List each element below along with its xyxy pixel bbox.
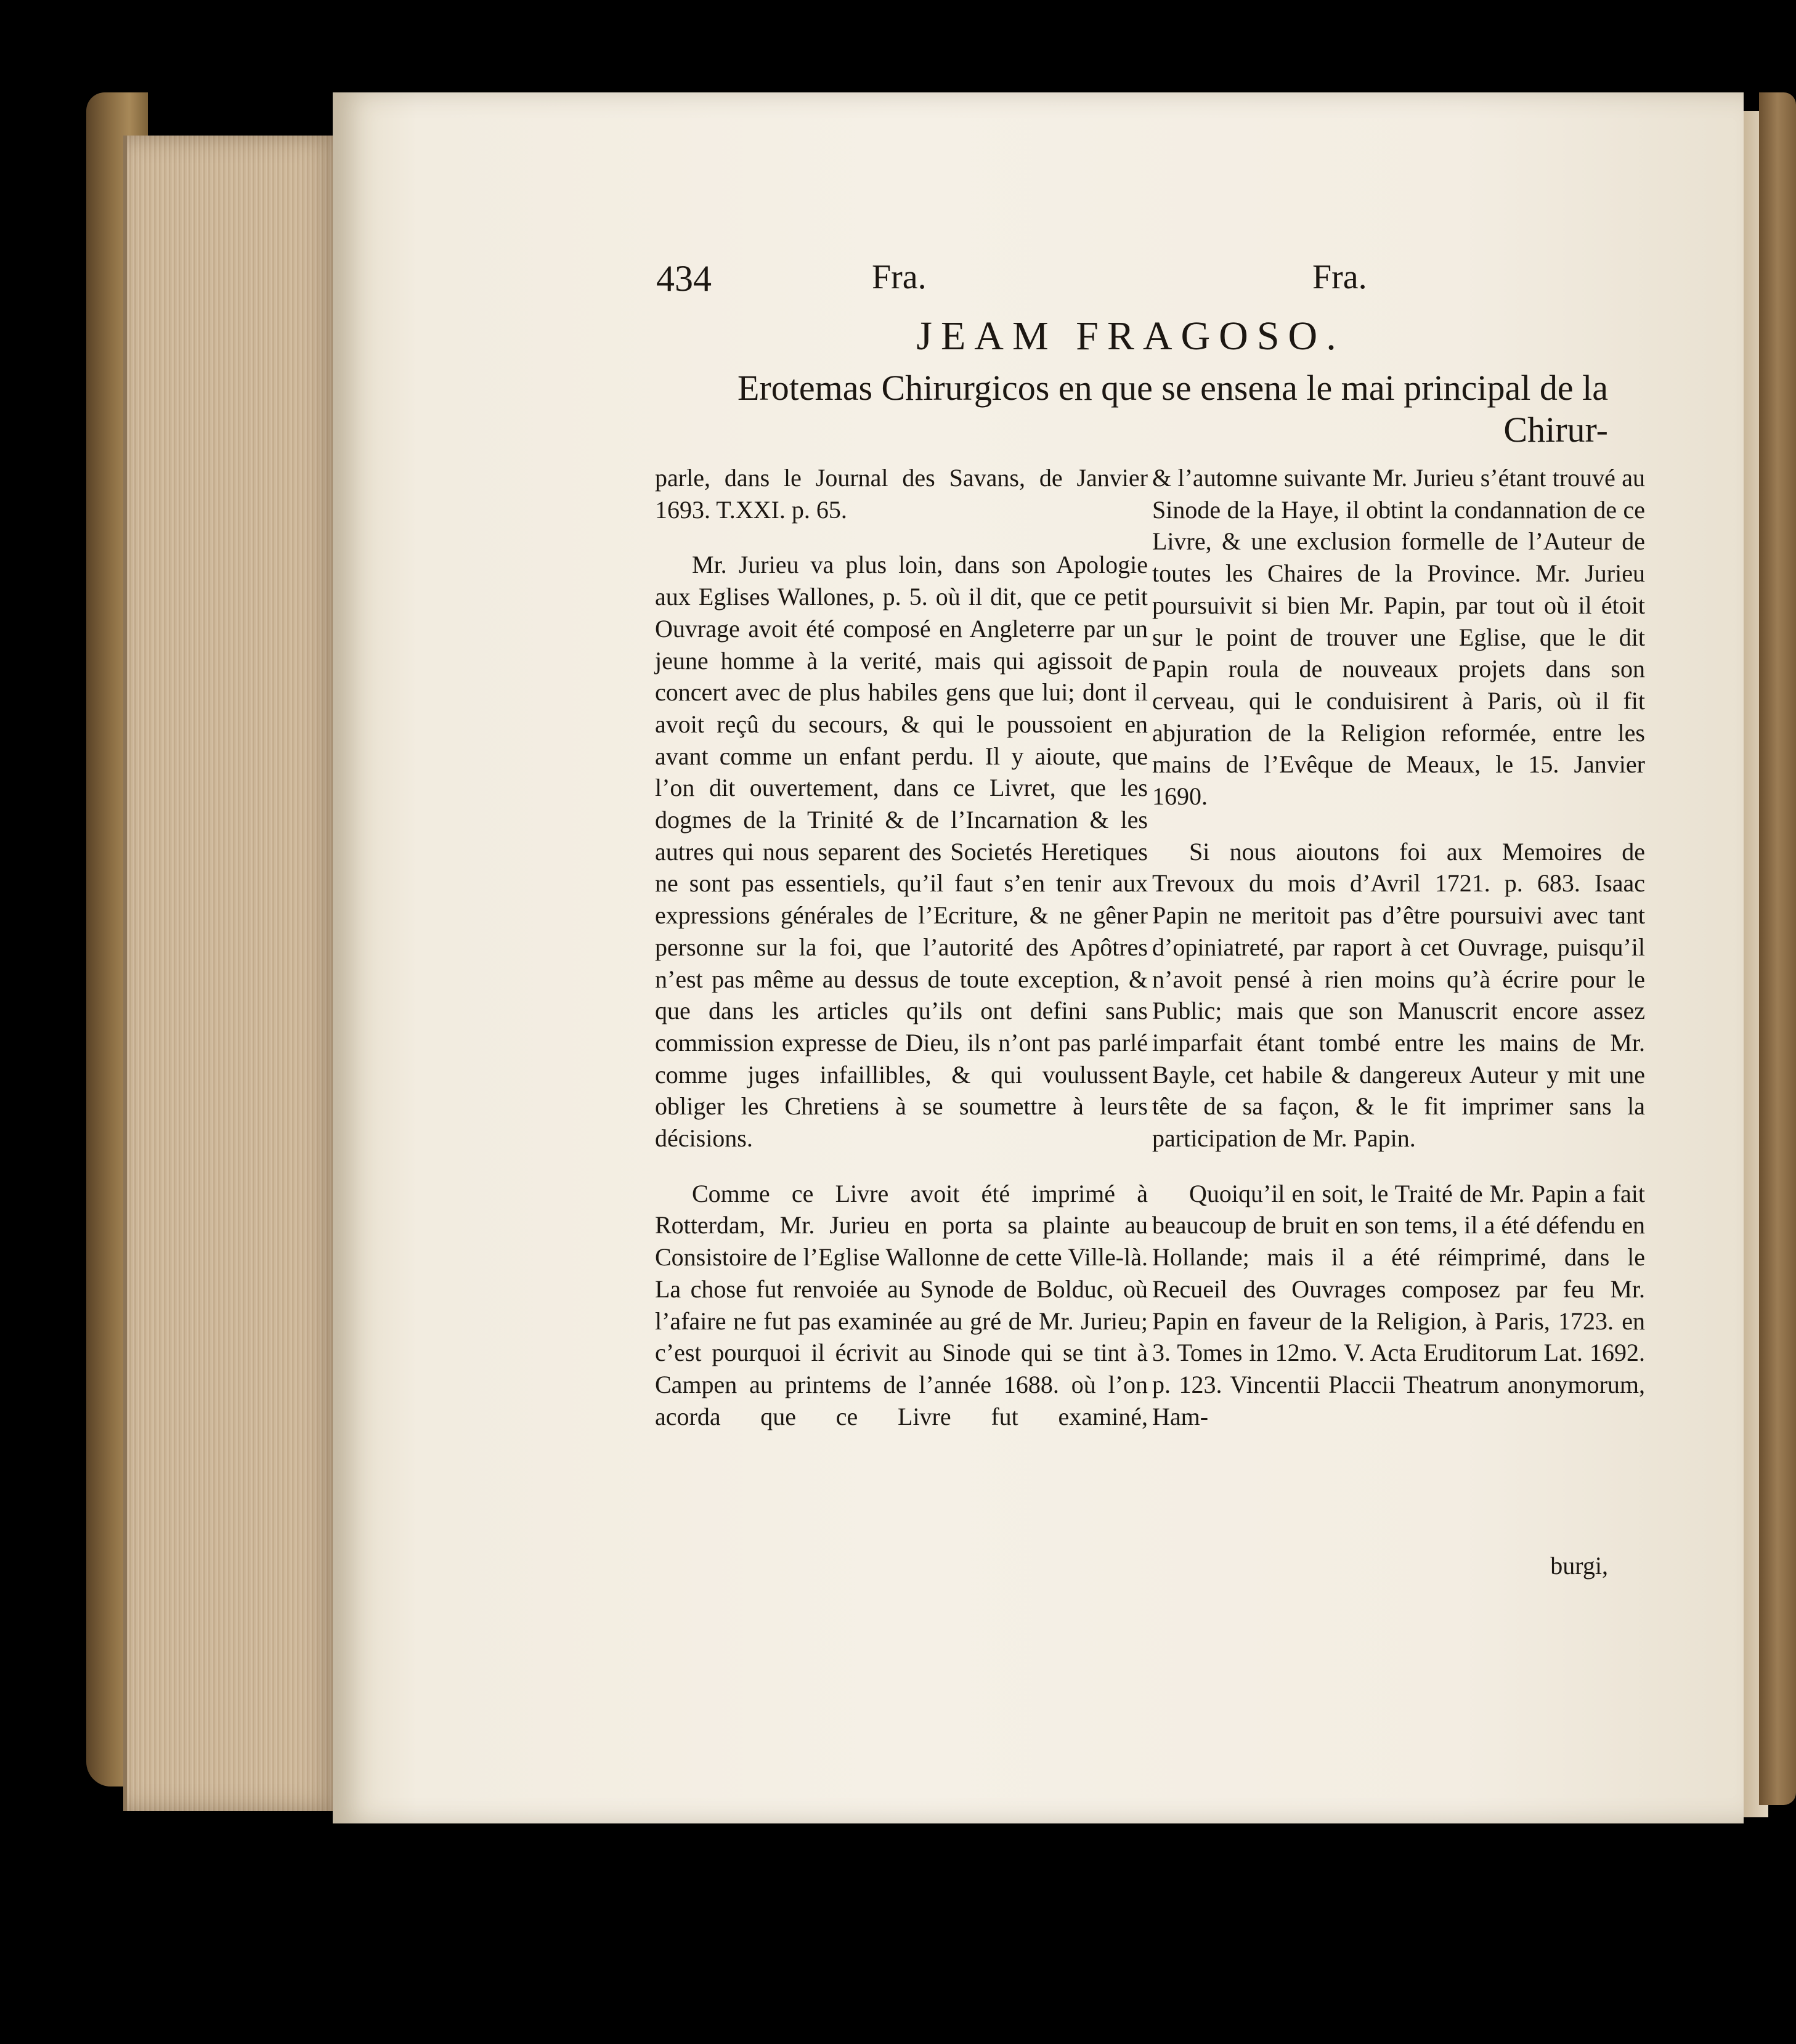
left-column [655, 462, 1148, 1456]
running-head-left: Fra. [872, 258, 927, 296]
right-column [1152, 462, 1645, 1456]
left-paragraph-1: parle, dans le Journal des Savans, de Janvier 1693. T.XXI. p. 65. [655, 464, 1148, 524]
catchword: burgi, [1550, 1552, 1608, 1580]
left-paragraph-3: Comme ce Livre avoit été imprimé à Rotterdam, Mr. Jurieu en porta sa plainte au Consistoire de l’Eglise Wallonne de cette Ville-là. La chose fut renvoiée au Synode de Bolduc, où l’afaire ne fut pas examinée au gré de Mr. Jurieu; c’est pourquoi il écrivit au Sinode qui se tint à Campen au printems de l’année 1688. où l’on acorda que ce Livre fut examiné, [655, 1179, 1148, 1430]
page-number: 434 [656, 258, 712, 299]
running-head-right: Fra. [1312, 258, 1367, 296]
right-paragraph-2: Si nous aioutons foi aux Memoires de Trevoux du mois d’Avril 1721. p. 683. Isaac Papin ne meritoit pas d’être poursuivi avec tant d’opiniatreté, par raport à cet Ouvrage, puisqu’il n’avoit pensé à rien moins qu’à écrire pour le Public; mais que son Manuscrit encore assez imparfait étant tombé entre les mains de Mr. Bayle, cet habile & dangereux Auteur y mit une tête de sa façon, & le fit imprimer sans la participation de Mr. Papin. [1152, 837, 1645, 1153]
entry-title-line-2: Chirur- [1503, 410, 1608, 450]
entry-title [678, 367, 1608, 451]
book-cover-right [1759, 92, 1796, 1805]
right-paragraph-3: Quoiqu’il en soit, le Traité de Mr. Papin a fait beaucoup de bruit en son tems, il a été défendu en Hollande; mais il a été réimprimé, dans le Recueil des Ouvrages composez par feu Mr. Papin en faveur de la Religion, à Paris, 1723. en 3. Tomes in 12mo. V. Acta Eruditorum Lat. 1692. p. 123. Vincentii Placcii Theatrum anonymorum, Ham- [1152, 1179, 1645, 1430]
left-paragraph-2: Mr. Jurieu va plus loin, dans son Apologie aux Eglises Wallones, p. 5. où il dit, que ce petit Ouvrage avoit été composé en Angleterre par un jeune homme à la verité, mais qui agissoit de concert avec de plus habiles gens que lui; dont il avoit reçû du secours, & qui le poussoient en avant comme un enfant perdu. Il y aioute, que l’on dit ouvertement, dans ce Livret, que les dogmes de la Trinité & de l’Incarnation & les autres qui nous separent des Societés Heretiques ne sont pas essentiels, qu’il faut s’en tenir aux expressions générales de l’Ecriture, & ne gêner personne sur la foi, que l’autorité des Apôtres n’est pas même au dessus de toute exception, & que dans les articles qu’ils ont defini sans commission expresse de Dieu, ils n’ont pas parlé comme juges infaillibles, & qui voulussent obliger les Chretiens à se soumettre à leurs décisions. [655, 551, 1148, 1153]
page-edges [123, 136, 339, 1811]
entry-title-line-1: Erotemas Chirurgicos en que se ensena le mai principal de la [737, 368, 1608, 408]
entry-author: JEAM FRAGOSO. [916, 314, 1345, 359]
right-paragraph-1: & l’automne suivante Mr. Jurieu s’étant trouvé au Sinode de la Haye, il obtint la condannation de ce Livre, & une exclusion formelle de l’Auteur de toutes les Chaires de la Province. Mr. Jurieu poursuivit si bien Mr. Papin, par tout où il étoit sur le point de trouver une Eglise, que le dit Papin roula de nouveaux projets dans son cerveau, qui le conduisirent à Paris, où il fit abjuration de la Religion reformée, entre les mains de l’Evêque de Meaux, le 15. Janvier 1690. [1152, 464, 1645, 811]
